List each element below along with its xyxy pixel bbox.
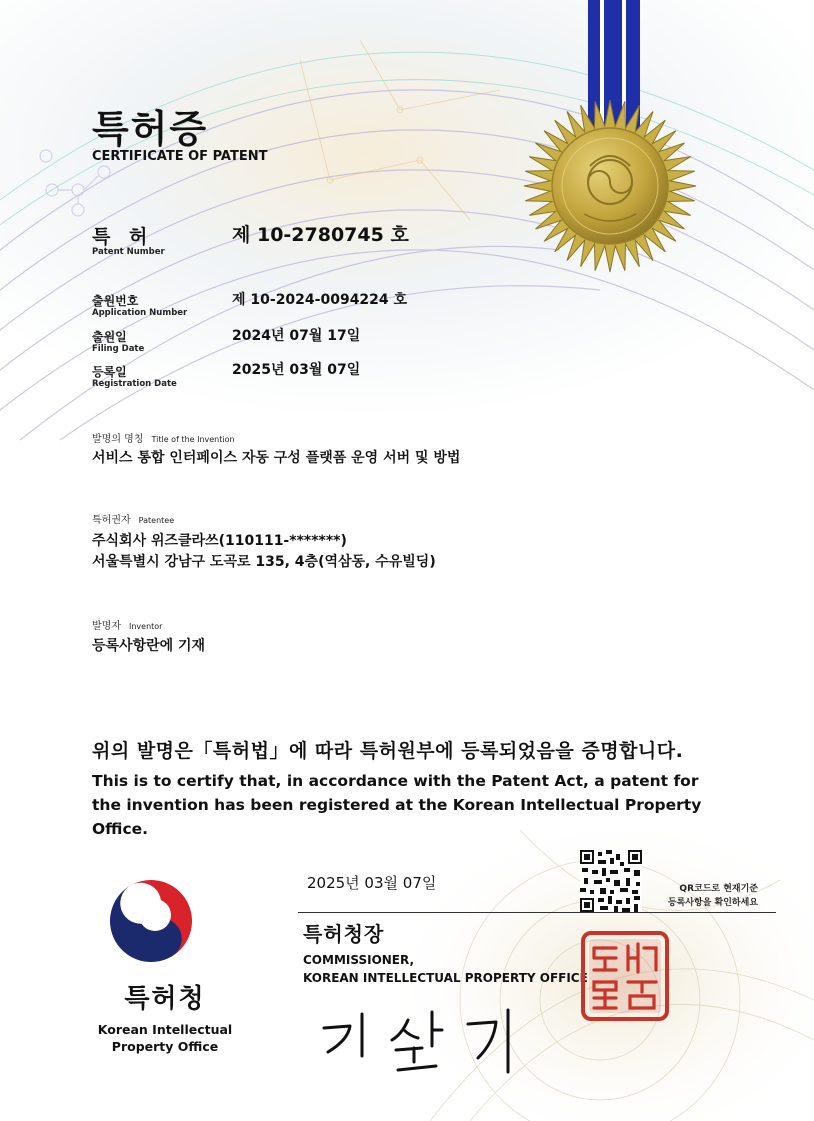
patent-number-label-en: Patent Number (92, 247, 165, 257)
commissioner-title-en-line2: KOREAN INTELLECTUAL PROPERTY OFFICE (303, 971, 588, 985)
qr-code-icon (580, 850, 642, 912)
signature-icon (318, 1000, 518, 1080)
office-name-en (80, 1021, 250, 1055)
issue-date: 2025년 03월 07일 (307, 874, 437, 892)
invention-label-en: Title of the Invention (151, 435, 235, 444)
filing-date-value: 2024년 07월 17일 (232, 328, 361, 344)
invention-label (92, 430, 235, 445)
office-name-en-line1: Korean Intellectual (97, 1022, 233, 1037)
certification-statement-ko: 위의 발명은「특허법」에 따라 특허원부에 등록되었음을 증명합니다. (92, 740, 684, 762)
patent-number-label: 특 허 (92, 226, 154, 248)
application-number-label: 출원번호 (92, 294, 139, 308)
signature-rule (298, 912, 776, 913)
kipo-logo-icon (106, 876, 196, 966)
commissioner-title-ko: 특허청장 (303, 922, 385, 946)
application-number-label-en: Application Number (92, 308, 188, 318)
registration-date-value: 2025년 03월 07일 (232, 362, 361, 378)
commissioner-title-en-line1: COMMISSIONER, (303, 953, 415, 967)
inventor-label-en: Inventor (128, 622, 163, 631)
patent-number-value: 제 10-2780745 호 (232, 224, 409, 246)
office-name-ko: 특허청 (124, 984, 206, 1014)
certificate-title-en: CERTIFICATE OF PATENT (92, 149, 268, 164)
qr-instruction (648, 882, 758, 910)
application-number-value: 제 10-2024-0094224 호 (232, 292, 408, 308)
registration-date-label-en: Registration Date (92, 379, 177, 389)
filing-date-label: 출원일 (92, 330, 127, 344)
qr-instruction-line1: QR코드로 현재기준 (679, 884, 758, 894)
invention-title-value: 서비스 통합 인터페이스 자동 구성 플랫폼 운영 서버 및 방법 (92, 450, 461, 466)
qr-instruction-line2: 등록사항을 확인하세요 (667, 898, 758, 908)
patentee-label (92, 511, 174, 526)
certification-statement-en: This is to certify that, in accordance with the Patent Act, a patent for the invention has been registered at the Korean Intellectual Property Office. (92, 772, 702, 838)
patentee-address: 서울특별시 강남구 도곡로 135, 4층(역삼동, 수유빌딩) (92, 554, 436, 570)
patentee-name: 주식회사 위즈클라쓰(110111-*******) (92, 533, 347, 549)
inventor-value: 등록사항란에 기재 (92, 638, 206, 654)
patentee-label-en: Patentee (138, 516, 175, 525)
registration-date-label: 등록일 (92, 365, 127, 379)
certificate-title: 특허증 (92, 107, 209, 151)
filing-date-label-en: Filing Date (92, 344, 145, 354)
office-name-en-line2: Property Office (111, 1039, 219, 1054)
official-seal-icon (580, 930, 670, 1022)
inventor-label-ko: 발명자 (92, 621, 121, 632)
gold-medal-icon (520, 96, 700, 276)
inventor-label (92, 617, 162, 632)
patentee-label-ko: 특허권자 (92, 515, 131, 526)
invention-label-ko: 발명의 명칭 (92, 434, 144, 445)
